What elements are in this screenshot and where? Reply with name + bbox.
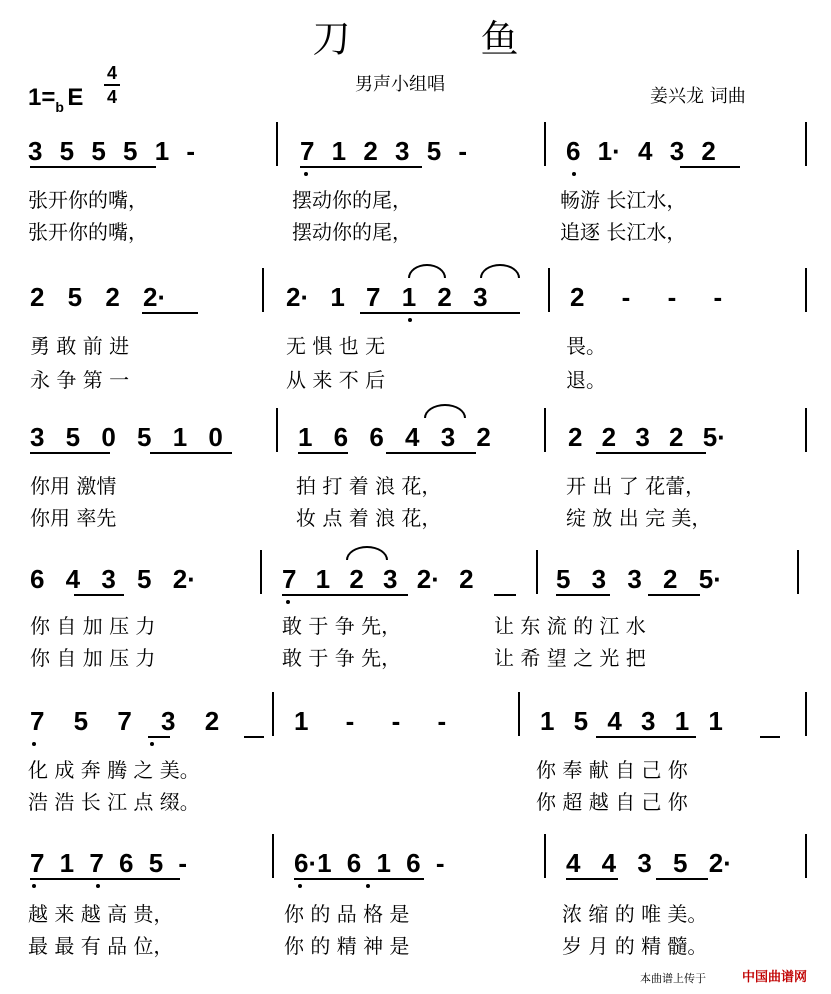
upload-note: 本曲谱上传于 (640, 972, 706, 985)
site-logo[interactable]: 中国曲谱网 (742, 970, 808, 985)
lyric-v1: 拍 打 着 浪 花， (296, 474, 442, 498)
key-letter: E (67, 84, 84, 111)
beam (760, 736, 780, 738)
lyric-v2: 你用 率先 (30, 506, 117, 530)
measure: 1 6 6 4 3 2 (298, 422, 491, 452)
measure: 1 - - - (294, 706, 447, 736)
octave-dot (298, 884, 302, 888)
barline (805, 268, 807, 312)
beam (282, 594, 408, 596)
barline (260, 550, 262, 594)
measure: 5 3 3 2 5· (556, 564, 722, 594)
lyric-v2: 你 的 精 神 是 (284, 934, 410, 958)
lyric-v1: 摆动你的尾， (292, 188, 412, 212)
flat-sign: b (55, 99, 64, 115)
lyric-v1: 勇 敢 前 进 (30, 334, 130, 358)
barline (272, 692, 274, 736)
measure: 7 5 7 3 2 (30, 706, 220, 736)
slur (424, 404, 466, 418)
beam (244, 736, 264, 738)
measure: 7 1 7 6 5 - (30, 848, 188, 878)
beam (30, 878, 180, 880)
lyric-v1: 你 奉 献 自 己 你 (536, 758, 688, 782)
octave-dot (32, 884, 36, 888)
beam (648, 594, 700, 596)
beam (656, 878, 708, 880)
octave-dot (286, 600, 290, 604)
lyric-v2: 绽 放 出 完 美， (566, 506, 712, 530)
barline (276, 408, 278, 452)
lyric-v2: 你 超 越 自 己 你 (536, 790, 688, 814)
lyric-v2: 张开你的嘴， (28, 220, 148, 244)
measure: 6·1 6 1 6 - (294, 848, 445, 878)
beam (298, 452, 348, 454)
octave-dot (366, 884, 370, 888)
lyric-v1: 畏。 (566, 334, 606, 358)
key-signature (28, 84, 84, 115)
barline (805, 408, 807, 452)
lyric-v1: 你 的 品 格 是 (284, 902, 410, 926)
barline (518, 692, 520, 736)
octave-dot (572, 172, 576, 176)
composer: 姜兴龙 词曲 (650, 86, 746, 107)
lyric-v1: 你 自 加 压 力 (30, 614, 156, 638)
lyric-v1: 越 来 越 高 贵， (28, 902, 174, 926)
octave-dot (96, 884, 100, 888)
key-prefix: 1= (28, 84, 56, 111)
octave-dot (304, 172, 308, 176)
song-title: 刀 鱼 (312, 17, 565, 61)
slur (408, 264, 446, 278)
measure: 2 2 3 2 5· (568, 422, 726, 452)
lyric-v2: 最 最 有 品 位， (28, 934, 174, 958)
lyric-v1: 让 东 流 的 江 水 (494, 614, 646, 638)
lyric-v1: 张开你的嘴， (28, 188, 148, 212)
octave-dot (150, 742, 154, 746)
barline (548, 268, 550, 312)
lyric-v1: 畅游 长江水， (560, 188, 687, 212)
lyric-v2: 让 希 望 之 光 把 (494, 646, 646, 670)
lyric-v2: 从 来 不 后 (286, 368, 386, 392)
lyric-v2: 敢 于 争 先， (282, 646, 402, 670)
beam (74, 594, 124, 596)
measure: 1 5 4 3 1 1 (540, 706, 723, 736)
beam (596, 452, 706, 454)
barline (805, 692, 807, 736)
meter-top: 4 (106, 63, 117, 83)
time-signature (103, 64, 121, 106)
slur (480, 264, 520, 278)
measure: 3 5 5 5 1 - (28, 136, 196, 166)
measure: 6 4 3 5 2· (30, 564, 196, 594)
barline (797, 550, 799, 594)
beam (300, 166, 422, 168)
meter-bottom: 4 (106, 87, 117, 107)
lyric-v2: 摆动你的尾， (292, 220, 412, 244)
lyric-v2: 浩 浩 长 江 点 缀。 (28, 790, 200, 814)
barline (536, 550, 538, 594)
barline (544, 834, 546, 878)
measure: 4 4 3 5 2· (566, 848, 732, 878)
lyric-v1: 无 惧 也 无 (286, 334, 386, 358)
measure: 2· 1 7 1 2 3 (286, 282, 488, 312)
barline (805, 122, 807, 166)
octave-dot (408, 318, 412, 322)
measure: 3 5 0 5 1 0 (30, 422, 223, 452)
measure: 7 1 2 3 5 - (300, 136, 468, 166)
barline (805, 834, 807, 878)
beam (30, 166, 156, 168)
performance-type: 男声小组唱 (355, 74, 445, 95)
measure: 7 1 2 3 2· 2 (282, 564, 474, 594)
beam (294, 878, 424, 880)
lyric-v2: 岁 月 的 精 髓。 (562, 934, 708, 958)
slur (346, 546, 388, 560)
measure: 2 5 2 2· (30, 282, 167, 312)
lyric-v1: 敢 于 争 先， (282, 614, 402, 638)
measure: 2 - - - (570, 282, 723, 312)
beam (360, 312, 520, 314)
beam (142, 312, 198, 314)
beam (494, 594, 516, 596)
barline (272, 834, 274, 878)
measure: 6 1· 4 3 2 (566, 136, 716, 166)
lyric-v2: 退。 (566, 368, 606, 392)
beam (680, 166, 740, 168)
barline (276, 122, 278, 166)
beam (556, 594, 610, 596)
lyric-v2: 你 自 加 压 力 (30, 646, 156, 670)
lyric-v2: 妆 点 着 浪 花， (296, 506, 442, 530)
beam (596, 736, 696, 738)
lyric-v1: 化 成 奔 腾 之 美。 (28, 758, 200, 782)
barline (262, 268, 264, 312)
lyric-v1: 开 出 了 花蕾， (566, 474, 706, 498)
octave-dot (32, 742, 36, 746)
beam (148, 736, 170, 738)
barline (544, 408, 546, 452)
beam (150, 452, 232, 454)
beam (30, 452, 110, 454)
lyric-v1: 浓 缩 的 唯 美。 (562, 902, 708, 926)
beam (566, 878, 618, 880)
barline (544, 122, 546, 166)
beam (386, 452, 476, 454)
lyric-v1: 你用 激情 (30, 474, 117, 498)
lyric-v2: 追逐 长江水， (560, 220, 687, 244)
lyric-v2: 永 争 第 一 (30, 368, 130, 392)
